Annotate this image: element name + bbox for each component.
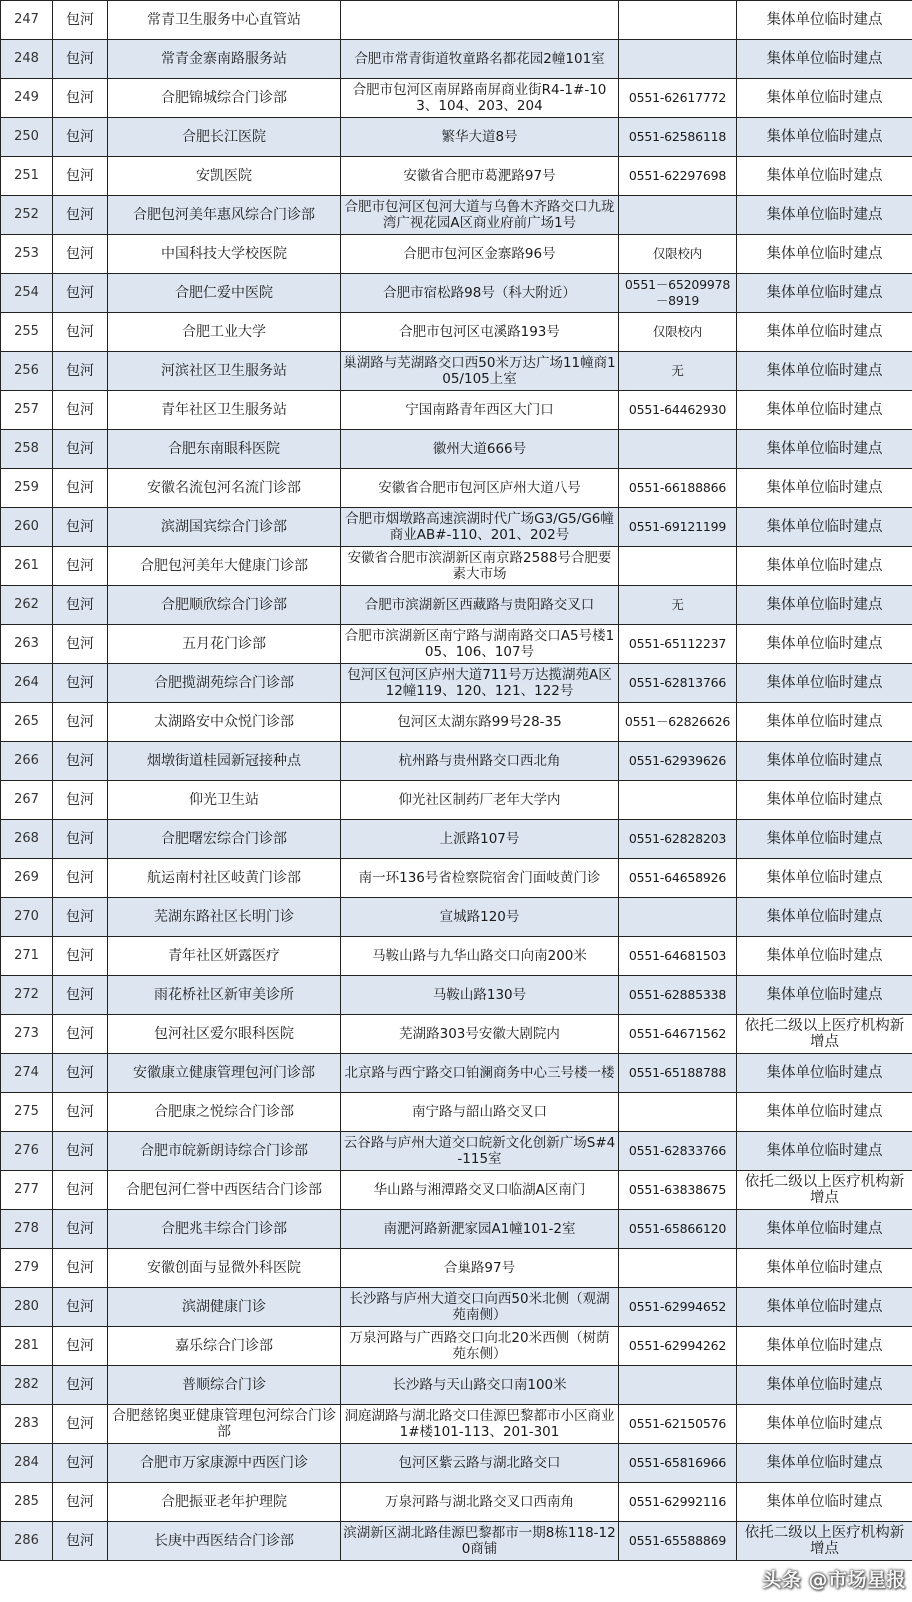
site-name-cell: 滨湖国宾综合门诊部 (108, 508, 341, 547)
address-cell: 包河区紫云路与湖北路交口 (341, 1444, 619, 1483)
address-cell: 南一环136号省检察院宿舍门面岐黄门诊 (341, 859, 619, 898)
phone-cell: 无 (619, 352, 737, 391)
district-cell: 包河 (53, 547, 108, 586)
district-cell: 包河 (53, 781, 108, 820)
district-cell: 包河 (53, 352, 108, 391)
district-cell: 包河 (53, 898, 108, 937)
row-number: 276 (1, 1132, 53, 1171)
site-type-cell: 集体单位临时建点 (737, 1327, 912, 1366)
district-cell: 包河 (53, 79, 108, 118)
table-row (1, 79, 912, 118)
phone-cell: 0551-65112237 (619, 625, 737, 664)
site-type-cell: 集体单位临时建点 (737, 1288, 912, 1327)
table-row (1, 313, 912, 352)
site-name-cell: 烟墩街道桂园新冠接种点 (108, 742, 341, 781)
table-row (1, 196, 912, 235)
table-row (1, 1054, 912, 1093)
district-cell: 包河 (53, 1522, 108, 1561)
site-type-cell: 依托二级以上医疗机构新增点 (737, 1522, 912, 1561)
address-cell: 杭州路与贵州路交口西北角 (341, 742, 619, 781)
site-type-cell: 集体单位临时建点 (737, 820, 912, 859)
site-type-cell: 集体单位临时建点 (737, 898, 912, 937)
phone-cell: 0551-62833766 (619, 1132, 737, 1171)
district-cell: 包河 (53, 157, 108, 196)
row-number: 260 (1, 508, 53, 547)
district-cell: 包河 (53, 1171, 108, 1210)
phone-cell: 0551-64658926 (619, 859, 737, 898)
phone-cell: 0551-62813766 (619, 664, 737, 703)
table-row (1, 118, 912, 157)
district-cell: 包河 (53, 313, 108, 352)
row-number: 280 (1, 1288, 53, 1327)
district-cell: 包河 (53, 1249, 108, 1288)
district-cell: 包河 (53, 1366, 108, 1405)
phone-cell: 0551-62828203 (619, 820, 737, 859)
site-type-cell: 集体单位临时建点 (737, 391, 912, 430)
table-row (1, 1132, 912, 1171)
site-type-cell: 集体单位临时建点 (737, 742, 912, 781)
address-cell: 合肥市包河区包河大道与乌鲁木齐路交口九珑湾广视花园A区商业府前广场1号 (341, 196, 619, 235)
address-cell: 包河区太湖东路99号28-35 (341, 703, 619, 742)
site-type-cell: 集体单位临时建点 (737, 79, 912, 118)
table-body (1, 1, 912, 1561)
site-type-cell: 集体单位临时建点 (737, 508, 912, 547)
site-name-cell: 合肥包河美年惠风综合门诊部 (108, 196, 341, 235)
table-row (1, 40, 912, 79)
address-cell: 合肥市包河区屯溪路193号 (341, 313, 619, 352)
row-number: 257 (1, 391, 53, 430)
table-row (1, 1015, 912, 1054)
phone-cell: 0551-62992116 (619, 1483, 737, 1522)
site-name-cell: 芜湖东路社区长明门诊 (108, 898, 341, 937)
district-cell: 包河 (53, 274, 108, 313)
table-row (1, 859, 912, 898)
site-type-cell: 集体单位临时建点 (737, 625, 912, 664)
site-name-cell: 安徽创面与显微外科医院 (108, 1249, 341, 1288)
phone-cell (619, 196, 737, 235)
site-name-cell: 雨花桥社区新审美诊所 (108, 976, 341, 1015)
table-row (1, 1327, 912, 1366)
site-name-cell: 嘉乐综合门诊部 (108, 1327, 341, 1366)
site-name-cell: 太湖路安中众悦门诊部 (108, 703, 341, 742)
site-name-cell: 合肥市万家康源中西医门诊 (108, 1444, 341, 1483)
watermark: 头条 @市场星报 (762, 1569, 906, 1591)
phone-cell (619, 1093, 737, 1132)
phone-cell: 0551-66188866 (619, 469, 737, 508)
row-number: 252 (1, 196, 53, 235)
site-type-cell: 集体单位临时建点 (737, 196, 912, 235)
table-row (1, 1210, 912, 1249)
row-number: 278 (1, 1210, 53, 1249)
phone-cell (619, 781, 737, 820)
site-name-cell: 河滨社区卫生服务站 (108, 352, 341, 391)
row-number: 275 (1, 1093, 53, 1132)
table-row (1, 1249, 912, 1288)
row-number: 263 (1, 625, 53, 664)
address-cell: 合肥市包河区金寨路96号 (341, 235, 619, 274)
site-type-cell: 集体单位临时建点 (737, 469, 912, 508)
phone-cell: 0551-64671562 (619, 1015, 737, 1054)
row-number: 259 (1, 469, 53, 508)
table-row (1, 1171, 912, 1210)
address-cell: 南淝河路新淝家园A1幢101-2室 (341, 1210, 619, 1249)
site-type-cell: 集体单位临时建点 (737, 118, 912, 157)
address-cell: 长沙路与天山路交口南100米 (341, 1366, 619, 1405)
table-row (1, 1405, 912, 1444)
phone-cell (619, 40, 737, 79)
table-row (1, 625, 912, 664)
table-row (1, 547, 912, 586)
site-type-cell: 集体单位临时建点 (737, 547, 912, 586)
address-cell: 合肥市宿松路98号（科大附近） (341, 274, 619, 313)
address-cell (341, 1, 619, 40)
phone-cell: 0551-63838675 (619, 1171, 737, 1210)
phone-cell (619, 1, 737, 40)
district-cell: 包河 (53, 40, 108, 79)
site-type-cell: 集体单位临时建点 (737, 976, 912, 1015)
district-cell: 包河 (53, 859, 108, 898)
site-name-cell: 合肥曙宏综合门诊部 (108, 820, 341, 859)
table-row (1, 742, 912, 781)
district-cell: 包河 (53, 1, 108, 40)
site-name-cell: 青年社区卫生服务站 (108, 391, 341, 430)
phone-cell: 0551-69121199 (619, 508, 737, 547)
site-type-cell: 集体单位临时建点 (737, 1366, 912, 1405)
site-type-cell: 集体单位临时建点 (737, 586, 912, 625)
table-row (1, 703, 912, 742)
address-cell: 合肥市烟墩路高速滨湖时代广场G3/G5/G6幢商业AB#-110、201、202号 (341, 508, 619, 547)
site-name-cell: 合肥顺欣综合门诊部 (108, 586, 341, 625)
site-name-cell: 合肥市皖新朗诗综合门诊部 (108, 1132, 341, 1171)
address-cell: 洞庭湖路与湖北路交口佳源巴黎都市小区商业1#楼101-113、201-301 (341, 1405, 619, 1444)
site-name-cell: 合肥慈铭奥亚健康管理包河综合门诊部 (108, 1405, 341, 1444)
phone-cell: 无 (619, 586, 737, 625)
district-cell: 包河 (53, 703, 108, 742)
table-row (1, 586, 912, 625)
row-number: 277 (1, 1171, 53, 1210)
row-number: 264 (1, 664, 53, 703)
district-cell: 包河 (53, 1210, 108, 1249)
phone-cell: 0551-62939626 (619, 742, 737, 781)
site-type-cell: 集体单位临时建点 (737, 1, 912, 40)
row-number: 272 (1, 976, 53, 1015)
address-cell: 马鞍山路130号 (341, 976, 619, 1015)
phone-cell: 0551－65209978－8919 (619, 274, 737, 313)
district-cell: 包河 (53, 1093, 108, 1132)
site-name-cell: 包河社区爱尔眼科医院 (108, 1015, 341, 1054)
site-type-cell: 集体单位临时建点 (737, 1210, 912, 1249)
row-number: 281 (1, 1327, 53, 1366)
site-name-cell: 安徽名流包河名流门诊部 (108, 469, 341, 508)
address-cell: 华山路与湘潭路交叉口临湖A区南门 (341, 1171, 619, 1210)
address-cell: 安徽省合肥市包河区庐州大道八号 (341, 469, 619, 508)
address-cell: 仰光社区制药厂老年大学内 (341, 781, 619, 820)
phone-cell: 0551-62994262 (619, 1327, 737, 1366)
site-type-cell: 集体单位临时建点 (737, 703, 912, 742)
table-row (1, 235, 912, 274)
phone-cell (619, 1249, 737, 1288)
row-number: 249 (1, 79, 53, 118)
district-cell: 包河 (53, 196, 108, 235)
site-name-cell: 安徽康立健康管理包河门诊部 (108, 1054, 341, 1093)
address-cell: 云谷路与庐州大道交口皖新文化创新广场S#4-115室 (341, 1132, 619, 1171)
phone-cell: 0551-64681503 (619, 937, 737, 976)
district-cell: 包河 (53, 1483, 108, 1522)
phone-cell: 仅限校内 (619, 313, 737, 352)
site-name-cell: 五月花门诊部 (108, 625, 341, 664)
site-name-cell: 仰光卫生站 (108, 781, 341, 820)
row-number: 258 (1, 430, 53, 469)
address-cell: 徽州大道666号 (341, 430, 619, 469)
site-name-cell: 合肥康之悦综合门诊部 (108, 1093, 341, 1132)
phone-cell (619, 1366, 737, 1405)
row-number: 253 (1, 235, 53, 274)
row-number: 274 (1, 1054, 53, 1093)
table-row (1, 1288, 912, 1327)
site-type-cell: 依托二级以上医疗机构新增点 (737, 1015, 912, 1054)
address-cell: 马鞍山路与九华山路交口向南200米 (341, 937, 619, 976)
address-cell: 宁国南路青年西区大门口 (341, 391, 619, 430)
address-cell: 安徽省合肥市葛淝路97号 (341, 157, 619, 196)
row-number: 269 (1, 859, 53, 898)
table-row (1, 1366, 912, 1405)
phone-cell: 0551-65188788 (619, 1054, 737, 1093)
row-number: 261 (1, 547, 53, 586)
site-name-cell: 常青金寨南路服务站 (108, 40, 341, 79)
site-name-cell: 长庚中西医结合门诊部 (108, 1522, 341, 1561)
row-number: 271 (1, 937, 53, 976)
site-name-cell: 合肥仁爱中医院 (108, 274, 341, 313)
site-type-cell: 集体单位临时建点 (737, 781, 912, 820)
district-cell: 包河 (53, 1405, 108, 1444)
row-number: 251 (1, 157, 53, 196)
district-cell: 包河 (53, 937, 108, 976)
phone-cell: 0551-62586118 (619, 118, 737, 157)
district-cell: 包河 (53, 820, 108, 859)
address-cell: 合肥市滨湖新区南宁路与湖南路交口A5号楼105、106、107号 (341, 625, 619, 664)
table-row (1, 1483, 912, 1522)
address-cell: 长沙路与庐州大道交口向西50米北侧（观湖苑南侧） (341, 1288, 619, 1327)
district-cell: 包河 (53, 742, 108, 781)
address-cell: 合肥市常青街道牧童路名都花园2幢101室 (341, 40, 619, 79)
phone-cell: 0551-62297698 (619, 157, 737, 196)
district-cell: 包河 (53, 1288, 108, 1327)
site-type-cell: 集体单位临时建点 (737, 274, 912, 313)
site-type-cell: 集体单位临时建点 (737, 352, 912, 391)
site-name-cell: 普顺综合门诊 (108, 1366, 341, 1405)
row-number: 286 (1, 1522, 53, 1561)
row-number: 256 (1, 352, 53, 391)
site-name-cell: 合肥长江医院 (108, 118, 341, 157)
row-number: 247 (1, 1, 53, 40)
site-name-cell: 合肥东南眼科医院 (108, 430, 341, 469)
phone-cell: 0551-62150576 (619, 1405, 737, 1444)
table-row (1, 820, 912, 859)
table-row (1, 508, 912, 547)
table-row (1, 937, 912, 976)
table-row (1, 469, 912, 508)
site-name-cell: 合肥锦城综合门诊部 (108, 79, 341, 118)
phone-cell: 0551-64462930 (619, 391, 737, 430)
site-name-cell: 中国科技大学校医院 (108, 235, 341, 274)
site-type-cell: 集体单位临时建点 (737, 1054, 912, 1093)
phone-cell: 0551-62885338 (619, 976, 737, 1015)
address-cell: 包河区包河区庐州大道711号万达揽湖苑A区12幢119、120、121、122号 (341, 664, 619, 703)
phone-cell (619, 898, 737, 937)
site-type-cell: 集体单位临时建点 (737, 937, 912, 976)
district-cell: 包河 (53, 1015, 108, 1054)
row-number: 285 (1, 1483, 53, 1522)
address-cell: 合肥市包河区南屏路南屏商业街R4-1#-103、104、203、204 (341, 79, 619, 118)
address-cell: 万泉河路与湖北路交叉口西南角 (341, 1483, 619, 1522)
row-number: 262 (1, 586, 53, 625)
district-cell: 包河 (53, 430, 108, 469)
site-type-cell: 集体单位临时建点 (737, 1483, 912, 1522)
table-row (1, 430, 912, 469)
district-cell: 包河 (53, 1054, 108, 1093)
site-name-cell: 合肥包河仁誉中西医结合门诊部 (108, 1171, 341, 1210)
site-name-cell: 合肥揽湖苑综合门诊部 (108, 664, 341, 703)
row-number: 270 (1, 898, 53, 937)
site-name-cell: 安凯医院 (108, 157, 341, 196)
table-row (1, 352, 912, 391)
site-type-cell: 集体单位临时建点 (737, 157, 912, 196)
address-cell: 上派路107号 (341, 820, 619, 859)
site-name-cell: 合肥包河美年大健康门诊部 (108, 547, 341, 586)
phone-cell (619, 430, 737, 469)
address-cell: 滨湖新区湖北路佳源巴黎都市一期8栋118-120商铺 (341, 1522, 619, 1561)
address-cell: 繁华大道8号 (341, 118, 619, 157)
district-cell: 包河 (53, 976, 108, 1015)
address-cell: 北京路与西宁路交口铂澜商务中心三号楼一楼 (341, 1054, 619, 1093)
address-cell: 安徽省合肥市滨湖新区南京路2588号合肥要素大市场 (341, 547, 619, 586)
district-cell: 包河 (53, 469, 108, 508)
site-type-cell: 集体单位临时建点 (737, 1405, 912, 1444)
table-row (1, 1444, 912, 1483)
site-name-cell: 滨湖健康门诊 (108, 1288, 341, 1327)
row-number: 279 (1, 1249, 53, 1288)
table-row (1, 664, 912, 703)
site-type-cell: 集体单位临时建点 (737, 430, 912, 469)
site-type-cell: 依托二级以上医疗机构新增点 (737, 1171, 912, 1210)
row-number: 254 (1, 274, 53, 313)
table-row (1, 274, 912, 313)
table-row (1, 898, 912, 937)
district-cell: 包河 (53, 1132, 108, 1171)
row-number: 265 (1, 703, 53, 742)
row-number: 248 (1, 40, 53, 79)
address-cell: 万泉河路与广西路交口向北20米西侧（树荫苑东侧） (341, 1327, 619, 1366)
row-number: 250 (1, 118, 53, 157)
address-cell: 南宁路与韶山路交叉口 (341, 1093, 619, 1132)
district-cell: 包河 (53, 664, 108, 703)
site-type-cell: 集体单位临时建点 (737, 40, 912, 79)
row-number: 266 (1, 742, 53, 781)
site-type-cell: 集体单位临时建点 (737, 1093, 912, 1132)
site-type-cell: 集体单位临时建点 (737, 1132, 912, 1171)
table-row (1, 1, 912, 40)
phone-cell: 0551-62994652 (619, 1288, 737, 1327)
site-type-cell: 集体单位临时建点 (737, 1444, 912, 1483)
address-cell: 合巢路97号 (341, 1249, 619, 1288)
site-name-cell: 青年社区妍露医疗 (108, 937, 341, 976)
table-row (1, 1522, 912, 1561)
site-type-cell: 集体单位临时建点 (737, 664, 912, 703)
district-cell: 包河 (53, 391, 108, 430)
site-name-cell: 合肥兆丰综合门诊部 (108, 1210, 341, 1249)
district-cell: 包河 (53, 235, 108, 274)
phone-cell: 0551-65588869 (619, 1522, 737, 1561)
district-cell: 包河 (53, 508, 108, 547)
row-number: 268 (1, 820, 53, 859)
table-row (1, 1093, 912, 1132)
row-number: 255 (1, 313, 53, 352)
table-row (1, 976, 912, 1015)
table-row (1, 781, 912, 820)
phone-cell: 0551-62617772 (619, 79, 737, 118)
table-row (1, 157, 912, 196)
table-row (1, 391, 912, 430)
district-cell: 包河 (53, 586, 108, 625)
address-cell: 宣城路120号 (341, 898, 619, 937)
row-number: 267 (1, 781, 53, 820)
address-cell: 芜湖路303号安徽大剧院内 (341, 1015, 619, 1054)
row-number: 273 (1, 1015, 53, 1054)
phone-cell (619, 547, 737, 586)
site-name-cell: 航运南村社区岐黄门诊部 (108, 859, 341, 898)
phone-cell: 仅限校内 (619, 235, 737, 274)
district-cell: 包河 (53, 1444, 108, 1483)
address-cell: 巢湖路与芜湖路交口西50米万达广场11幢商105/105上室 (341, 352, 619, 391)
site-type-cell: 集体单位临时建点 (737, 1249, 912, 1288)
site-name-cell: 合肥振亚老年护理院 (108, 1483, 341, 1522)
row-number: 282 (1, 1366, 53, 1405)
district-cell: 包河 (53, 118, 108, 157)
phone-cell: 0551-65866120 (619, 1210, 737, 1249)
site-name-cell: 合肥工业大学 (108, 313, 341, 352)
phone-cell: 0551-65816966 (619, 1444, 737, 1483)
district-cell: 包河 (53, 625, 108, 664)
address-cell: 合肥市滨湖新区西藏路与贵阳路交叉口 (341, 586, 619, 625)
row-number: 283 (1, 1405, 53, 1444)
site-name-cell: 常青卫生服务中心直管站 (108, 1, 341, 40)
row-number: 284 (1, 1444, 53, 1483)
site-type-cell: 集体单位临时建点 (737, 235, 912, 274)
site-type-cell: 集体单位临时建点 (737, 313, 912, 352)
district-cell: 包河 (53, 1327, 108, 1366)
phone-cell: 0551－62826626 (619, 703, 737, 742)
site-type-cell: 集体单位临时建点 (737, 859, 912, 898)
